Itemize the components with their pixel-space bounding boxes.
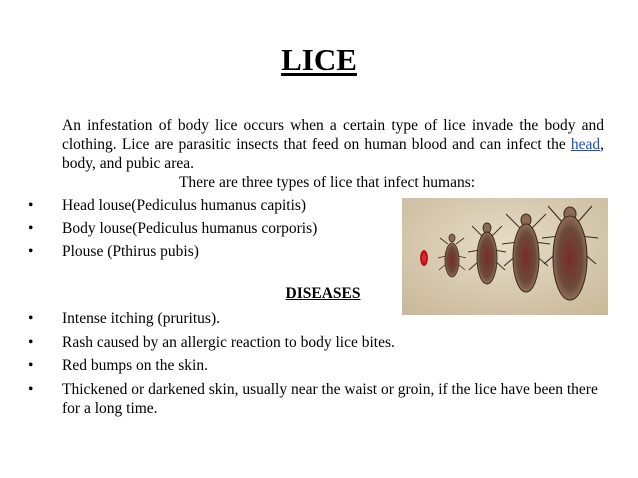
types-intro-line bbox=[0, 173, 638, 192]
intro-paragraph bbox=[62, 116, 604, 173]
intro-text-before-link: An infestation of body lice occurs when a certain type of lice invade the body and clothing. Lice are parasitic insects that feed on human blood and can infect the bbox=[62, 117, 604, 153]
list-item-text: Rash caused by an allergic reaction to body lice bites. bbox=[62, 333, 395, 351]
list-item bbox=[28, 309, 606, 329]
list-item-text: Head louse(Pediculus humanus capitis) bbox=[62, 197, 307, 214]
intro-text-after-link: , body, and pubic area. bbox=[62, 136, 604, 172]
list-item bbox=[28, 333, 606, 353]
bullet: • bbox=[28, 197, 34, 214]
bullet: • bbox=[28, 220, 34, 237]
list-item-text: Plouse (Pthirus pubis) bbox=[62, 243, 199, 260]
list-item-text: Thickened or darkened skin, usually near the waist or groin, if the lice have been there for a long time. bbox=[62, 380, 598, 417]
list-item-text: Body louse(Pediculus humanus corporis) bbox=[62, 220, 318, 237]
bullet: • bbox=[28, 310, 34, 327]
diseases-heading bbox=[0, 284, 638, 304]
list-item bbox=[28, 242, 317, 262]
list-item-text: Red bumps on the skin. bbox=[62, 357, 208, 374]
list-item bbox=[28, 356, 606, 376]
diseases-heading-text: DISEASES bbox=[285, 285, 361, 302]
lice-types-list bbox=[28, 196, 317, 265]
list-item bbox=[28, 196, 317, 216]
bullet: • bbox=[28, 380, 34, 398]
list-item bbox=[28, 380, 606, 419]
bullet: • bbox=[28, 357, 34, 374]
list-item-text: Intense itching (pruritus). bbox=[62, 310, 220, 327]
louse-nymph-1 bbox=[420, 250, 428, 266]
types-intro-text: There are three types of lice that infect humans: bbox=[178, 174, 476, 191]
slide-title: LICE bbox=[281, 42, 357, 77]
bullet: • bbox=[28, 333, 34, 351]
head-link[interactable]: head bbox=[570, 136, 601, 153]
bullet: • bbox=[28, 243, 34, 260]
list-item bbox=[28, 219, 317, 239]
diseases-list bbox=[28, 309, 606, 423]
